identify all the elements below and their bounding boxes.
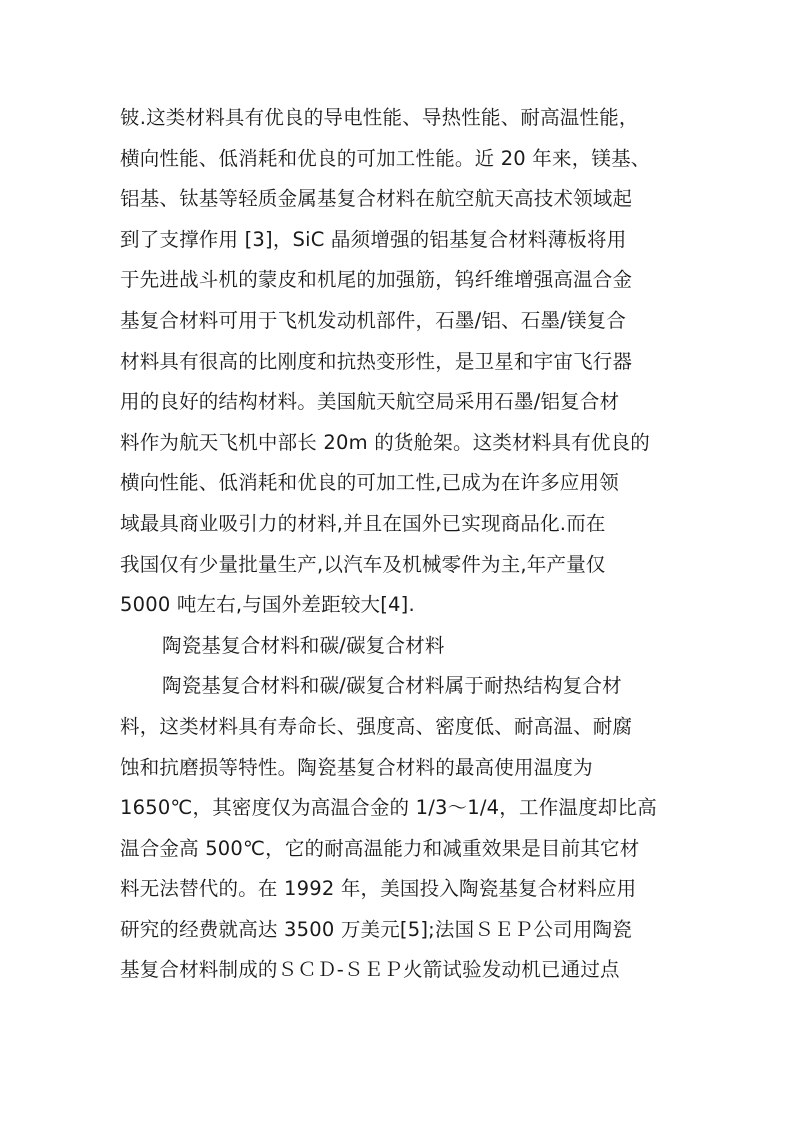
paragraph-line: 1650℃，其密度仅为高温合金的 1/3～1/4，工作温度却比高	[120, 796, 657, 820]
paragraph-line: 到了支撑作用 [3]，SiC 晶须增强的铝基复合材料薄板将用	[120, 227, 627, 251]
paragraph-line: 材料具有很高的比刚度和抗热变形性，是卫星和宇宙飞行器	[120, 349, 633, 373]
paragraph-line: 蚀和抗磨损等特性。陶瓷基复合材料的最高使用温度为	[120, 755, 593, 779]
paragraph-line: 基复合材料可用于飞机发动机部件，石墨/铝、石墨/镁复合	[120, 308, 627, 332]
paragraph-line: 于先进战斗机的蒙皮和机尾的加强筋，钨纤维增强高温合金	[120, 268, 633, 292]
paragraph-line: 料，这类材料具有寿命长、强度高、密度低、耐高温、耐腐	[120, 714, 633, 738]
paragraph-line: 域最具商业吸引力的材料,并且在国外已实现商品化.而在	[120, 511, 606, 535]
paragraph-line: 基复合材料制成的ＳＣＤ-ＳＥＰ火箭试验发动机已通过点	[120, 958, 620, 982]
document-body	[120, 98, 720, 991]
paragraph-line: 横向性能、低消耗和优良的可加工性,已成为在许多应用领	[120, 471, 619, 495]
paragraph-line: 研究的经费就高达 3500 万美元[5];法国ＳＥＰ公司用陶瓷	[120, 917, 632, 941]
paragraph-line: 5000 吨左右,与国外差距较大[4].	[120, 593, 415, 617]
paragraph-line: 横向性能、低消耗和优良的可加工性能。近 20 年来，镁基、	[120, 146, 651, 170]
paragraph-line-indented: 陶瓷基复合材料和碳/碳复合材料	[162, 633, 445, 657]
paragraph-line: 我国仅有少量批量生产,以汽车及机械零件为主,年产量仅	[120, 552, 606, 576]
paragraph-line: 料作为航天飞机中部长 20m 的货舱架。这类材料具有优良的	[120, 430, 651, 454]
paragraph-line: 料无法替代的。在 1992 年，美国投入陶瓷基复合材料应用	[120, 877, 637, 901]
paragraph-line: 用的良好的结构材料。美国航天航空局采用石墨/铝复合材	[120, 390, 620, 414]
paragraph-line: 铍.这类材料具有优良的导电性能、导热性能、耐高温性能，	[120, 106, 639, 129]
paragraph-line: 铝基、钛基等轻质金属基复合材料在航空航天高技术领域起	[120, 187, 633, 211]
paragraph-line-indented: 陶瓷基复合材料和碳/碳复合材料属于耐热结构复合材	[162, 674, 622, 698]
paragraph-line: 温合金高 500℃，它的耐高温能力和减重效果是目前其它材	[120, 836, 640, 860]
